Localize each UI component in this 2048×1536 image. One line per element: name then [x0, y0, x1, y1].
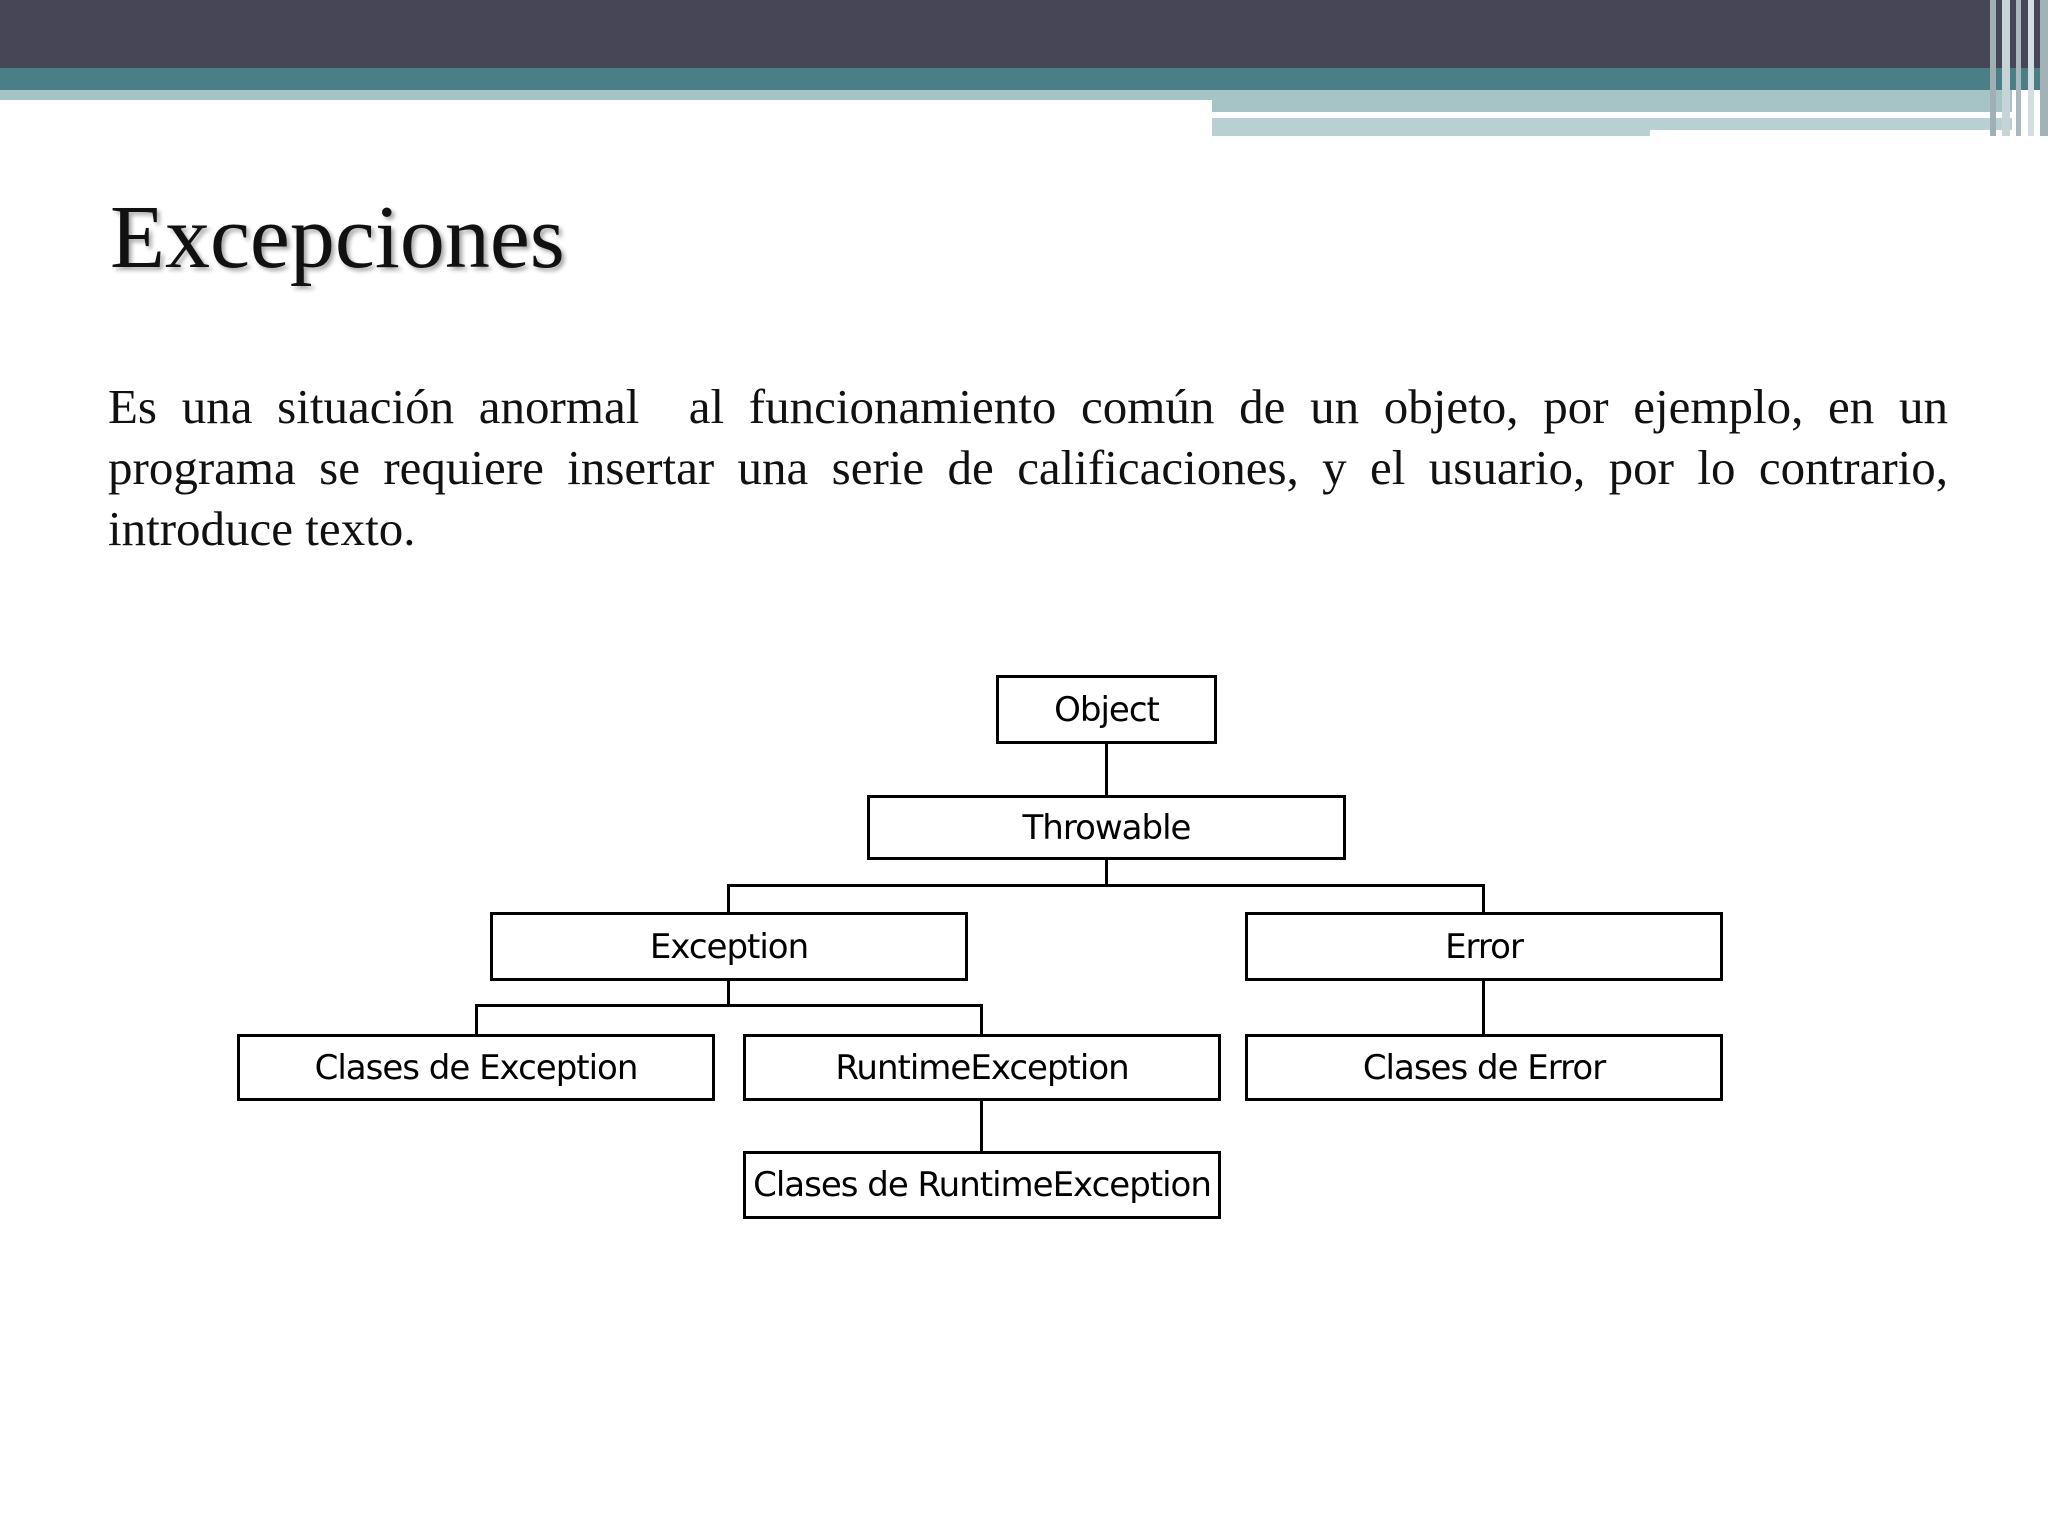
header-dark-band: [0, 0, 2048, 68]
node-runtime-exception: RuntimeException: [743, 1034, 1221, 1101]
connector-to-error: [1482, 884, 1485, 914]
node-clases-runtime-exception: Clases de RuntimeException: [743, 1151, 1221, 1219]
connector-to-runtime-exception: [980, 1004, 983, 1036]
slide-body-text: Es una situación anormal al funcionamiento común de un objeto, por ejemplo, en un programa se requiere insertar una serie de calificaciones, y el usuario, por lo contrario, introduce texto.: [108, 379, 1961, 556]
connector-to-clases-exception: [475, 1004, 478, 1036]
header-light-band-right: [1212, 90, 2012, 112]
header-vertical-bar: [1990, 0, 1996, 136]
connector-object-throwable: [1105, 743, 1108, 797]
node-clases-exception: Clases de Exception: [237, 1034, 715, 1101]
connector-exception-bar: [475, 1004, 983, 1007]
node-exception: Exception: [490, 912, 968, 981]
node-throwable: Throwable: [867, 795, 1346, 860]
header-light-band-left: [0, 90, 1212, 100]
connector-throwable-down: [1105, 858, 1108, 886]
header-teal-band: [0, 68, 2048, 90]
header-lower-cut: [1650, 130, 2012, 140]
header-vertical-bar: [2040, 0, 2048, 136]
node-clases-error: Clases de Error: [1245, 1034, 1723, 1101]
header-vertical-bar: [2002, 0, 2010, 136]
connector-exception-down: [727, 979, 730, 1007]
header-vertical-bar: [2016, 0, 2021, 136]
connector-to-exception: [727, 884, 730, 914]
node-object: Object: [996, 675, 1217, 744]
connector-throwable-bar: [727, 884, 1485, 887]
connector-runtime-to-clases-runtime: [980, 1099, 983, 1153]
header-vertical-bar: [2028, 0, 2034, 136]
slide-title: Excepciones: [110, 188, 565, 287]
node-error: Error: [1245, 912, 1723, 981]
connector-error-to-clases-error: [1482, 979, 1485, 1036]
